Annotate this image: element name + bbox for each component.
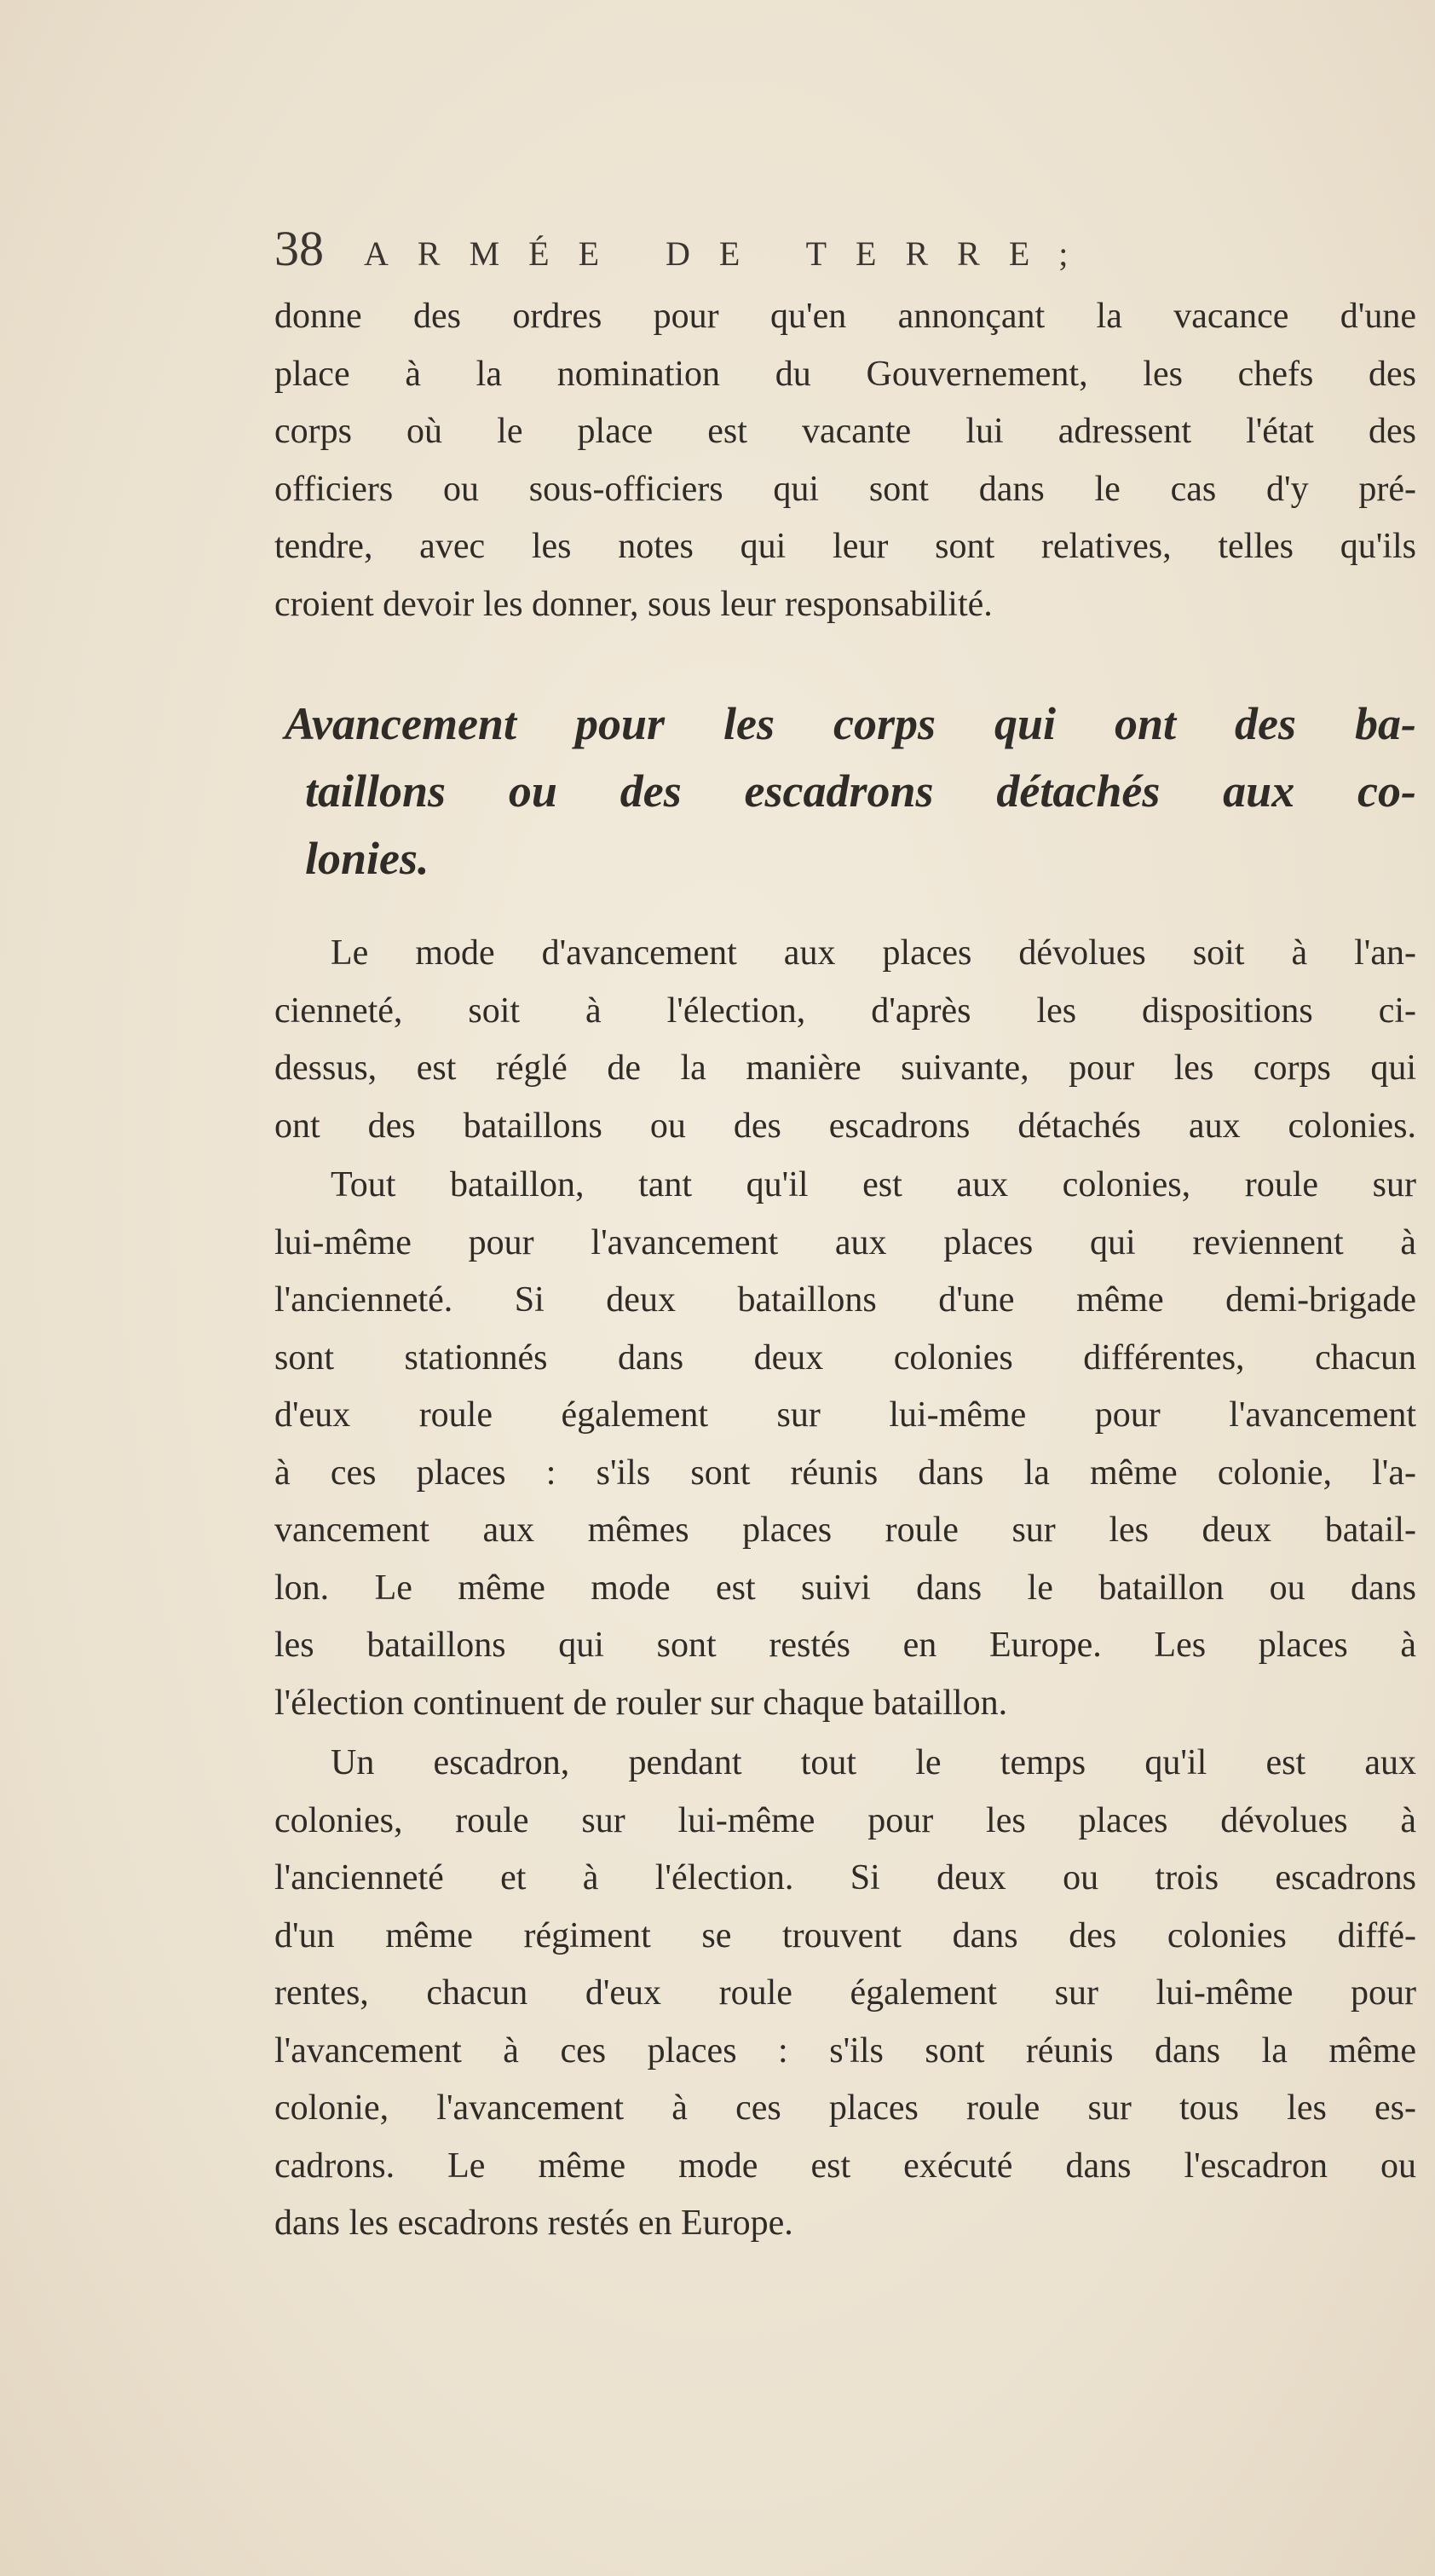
text-line: place à la nomination du Gouvernement, les chefs des — [274, 354, 1416, 394]
text-line: tendre, avec les notes qui leur sont relatives, telles qu'ils — [274, 527, 1416, 566]
text-line: les bataillons qui sont restés en Europe. Les places à — [274, 1626, 1416, 1665]
paragraph-continuation — [274, 288, 1416, 633]
text-line: officiers ou sous-officiers qui sont dans le cas d'y pré- — [274, 469, 1416, 509]
text-line: ont des bataillons ou des escadrons détachés aux colonies. — [274, 1106, 1416, 1146]
text-line: Tout bataillon, tant qu'il est aux colonies, roule sur — [331, 1165, 1416, 1204]
text-line: d'un même régiment se trouvent dans des colonies diffé- — [274, 1915, 1416, 1955]
text-line: corps où le place est vacante lui adressent l'état des — [274, 412, 1416, 451]
text-line: lui-même pour l'avancement aux places qui reviennent à — [274, 1222, 1416, 1262]
text-line: colonies, roule sur lui-même pour les places dévolues à — [274, 1800, 1416, 1840]
text-line: lon. Le même mode est suivi dans le bataillon ou dans — [274, 1568, 1416, 1608]
text-line: à ces places : s'ils sont réunis dans la même colonie, l'a- — [274, 1453, 1416, 1493]
text-line: cadrons. Le même mode est exécuté dans l'escadron ou — [274, 2146, 1416, 2186]
text-line: l'ancienneté et à l'élection. Si deux ou trois escadrons — [274, 1858, 1416, 1897]
heading-line: lonies. — [305, 833, 429, 884]
text-line: l'avancement à ces places : s'ils sont réunis dans la même — [274, 2030, 1416, 2071]
text-line: d'eux roule également sur lui-même pour l'avancement — [274, 1395, 1416, 1435]
text-line: donne des ordres pour qu'en annonçant la vacance d'une — [274, 297, 1416, 336]
text-line: l'ancienneté. Si deux bataillons d'une même demi-brigade — [274, 1280, 1416, 1320]
page-header — [274, 220, 1416, 288]
heading-line: taillons ou des escadrons détachés aux co- — [305, 765, 1416, 817]
running-title: ARMÉE DE TERRE; — [364, 234, 1098, 273]
page-number: 38 — [274, 221, 324, 276]
paragraph-bataillon — [274, 1157, 1416, 1732]
heading-line: Avancement pour les corps qui ont des ba- — [285, 698, 1416, 749]
text-line: Le mode d'avancement aux places dévolues soit à l'an- — [331, 933, 1416, 973]
text-line: dessus, est réglé de la manière suivante, pour les corps qui — [274, 1048, 1416, 1088]
text-line: l'élection continuent de rouler sur chaque bataillon. — [274, 1683, 1008, 1723]
section-heading — [274, 690, 1416, 892]
text-line: colonie, l'avancement à ces places roule sur tous les es- — [274, 2088, 1416, 2128]
text-line: croient devoir les donner, sous leur responsabilité. — [274, 584, 993, 624]
text-line: sont stationnés dans deux colonies différentes, chacun — [274, 1337, 1416, 1378]
text-line: dans les escadrons restés en Europe. — [274, 2203, 793, 2243]
text-line: cienneté, soit à l'élection, d'après les dispositions ci- — [274, 991, 1416, 1031]
paragraph-escadron — [274, 1735, 1416, 2253]
text-line: rentes, chacun d'eux roule également sur lui-même pour — [274, 1973, 1416, 2013]
text-line: Un escadron, pendant tout le temps qu'il est aux — [331, 1743, 1416, 1782]
text-line: vancement aux mêmes places roule sur les deux batail- — [274, 1510, 1416, 1550]
paragraph-mode-avancement — [274, 925, 1416, 1155]
